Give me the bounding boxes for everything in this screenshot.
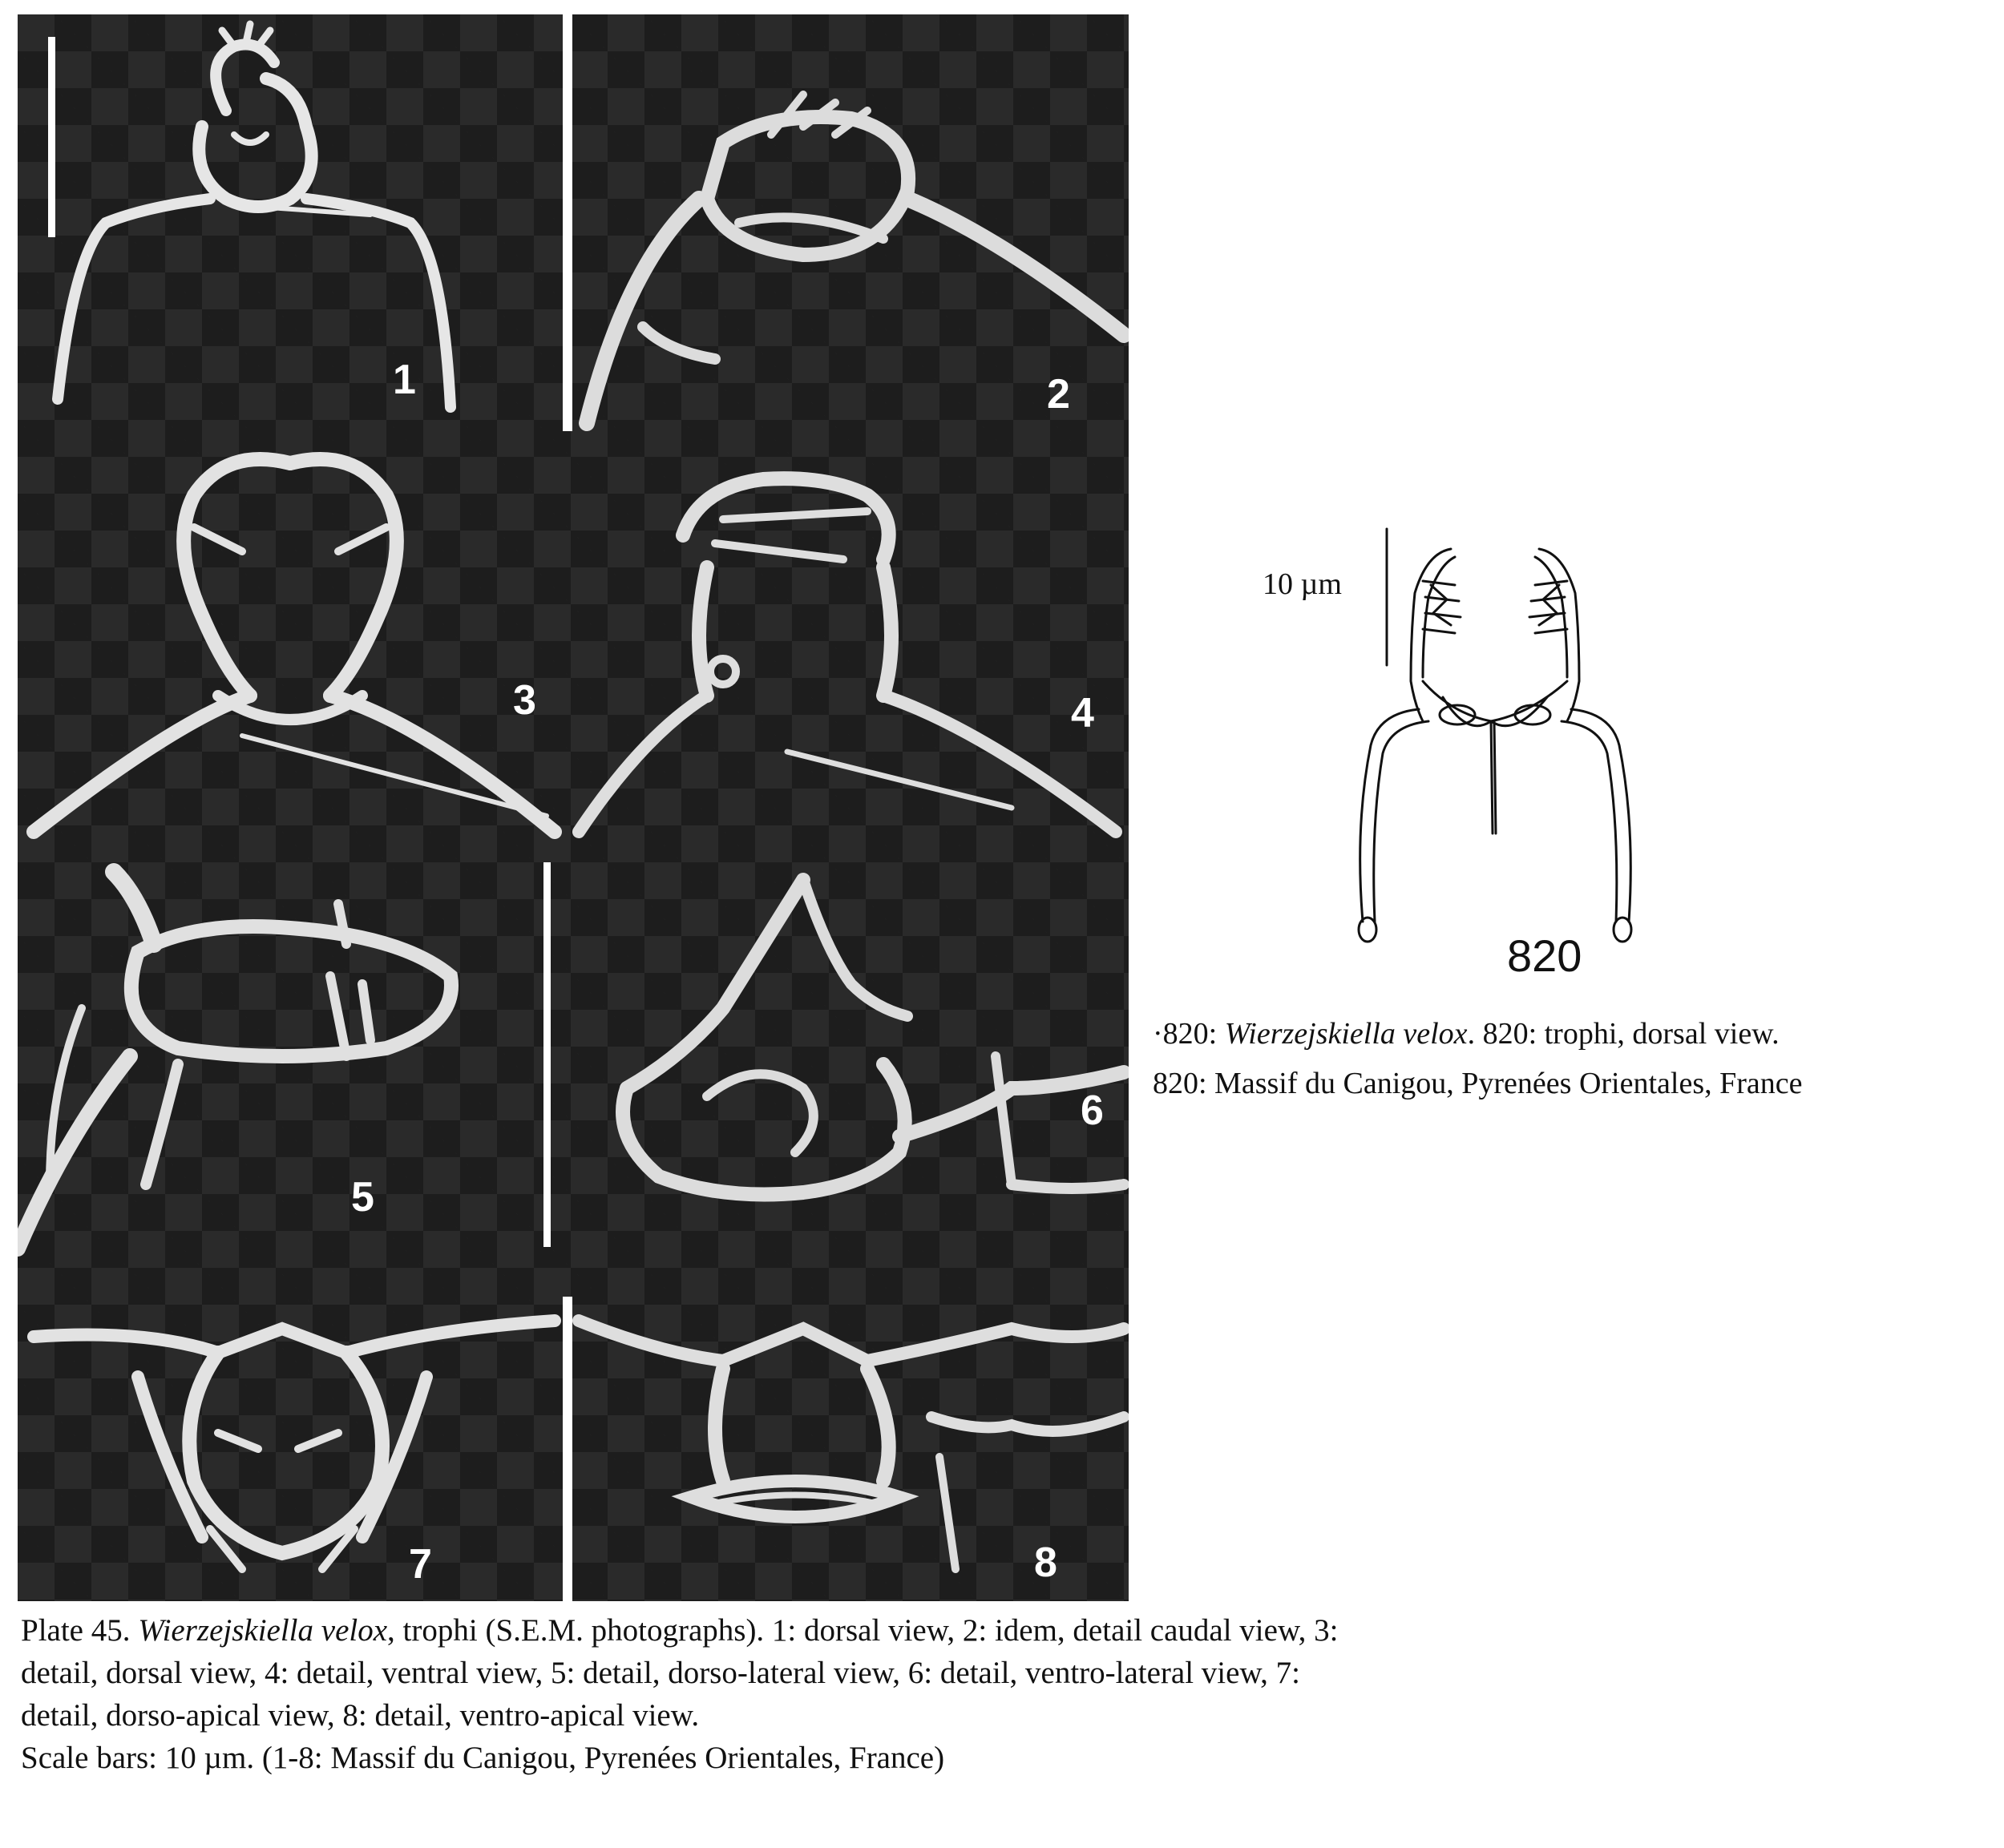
trophi-photo-7 — [18, 1297, 563, 1601]
panel-separator — [563, 14, 572, 431]
panel-number: 4 — [1071, 690, 1094, 736]
side-caption-prefix: ·820: — [1153, 1017, 1225, 1051]
sem-panel-5 — [18, 848, 563, 1297]
side-caption-line-2: 820: Massif du Canigou, Pyrenées Orientales, France — [1153, 1067, 1803, 1100]
panel-number: 5 — [351, 1174, 374, 1221]
trophi-photo-2 — [563, 14, 1129, 431]
trophi-photo-1 — [18, 14, 563, 431]
drawing-scale-label: 10 µm — [1263, 567, 1342, 601]
caption-line-4: Scale bars: 10 µm. (1-8: Massif du Canigou, Pyrenées Orientales, France) — [21, 1741, 945, 1775]
sem-panel-1 — [18, 14, 563, 431]
trophi-photo-6 — [563, 848, 1129, 1297]
drawing-figure-number: 820 — [1507, 930, 1582, 981]
panel-number: 7 — [409, 1541, 432, 1588]
side-caption-line-1 — [1153, 1016, 1780, 1051]
caption-line-3: detail, dorso-apical view, 8: detail, ventro-apical view. — [21, 1698, 700, 1733]
panel-number: 3 — [513, 677, 536, 724]
caption-line-1 — [21, 1609, 1728, 1652]
sem-panel-8 — [563, 1297, 1129, 1601]
panel-number: 2 — [1047, 371, 1070, 418]
scale-bar — [48, 37, 55, 237]
trophi-photo-3 — [18, 431, 563, 848]
panel-separator — [563, 1297, 572, 1601]
panel-number: 6 — [1081, 1087, 1104, 1134]
plate-caption — [21, 1609, 1728, 1779]
scale-bar — [543, 862, 551, 1247]
sem-panel-6 — [563, 848, 1129, 1297]
panel-number: 8 — [1034, 1539, 1057, 1586]
side-caption-suffix: . 820: trophi, dorsal view. — [1467, 1017, 1780, 1051]
caption-line-2: detail, dorsal view, 4: detail, ventral view, 5: detail, dorso-lateral view, 6: detail, ventro-lateral view, 7: — [21, 1656, 1300, 1690]
sem-panel-7 — [18, 1297, 563, 1601]
panel-number: 1 — [393, 357, 416, 403]
plate-label: Plate 45. — [21, 1613, 139, 1648]
sem-panel-2 — [563, 14, 1129, 431]
trophi-photo-4 — [563, 431, 1129, 848]
sem-panel-4 — [563, 431, 1129, 848]
sem-photo-plate — [18, 14, 1129, 1601]
caption-line-1-rest: , trophi (S.E.M. photographs). 1: dorsal view, 2: idem, detail caudal view, 3: — [387, 1613, 1339, 1648]
sem-panel-3 — [18, 431, 563, 848]
species-name: Wierzejskiella velox — [1224, 1017, 1468, 1051]
trophi-photo-5 — [18, 848, 563, 1297]
species-name: Wierzejskiella velox — [138, 1613, 388, 1648]
